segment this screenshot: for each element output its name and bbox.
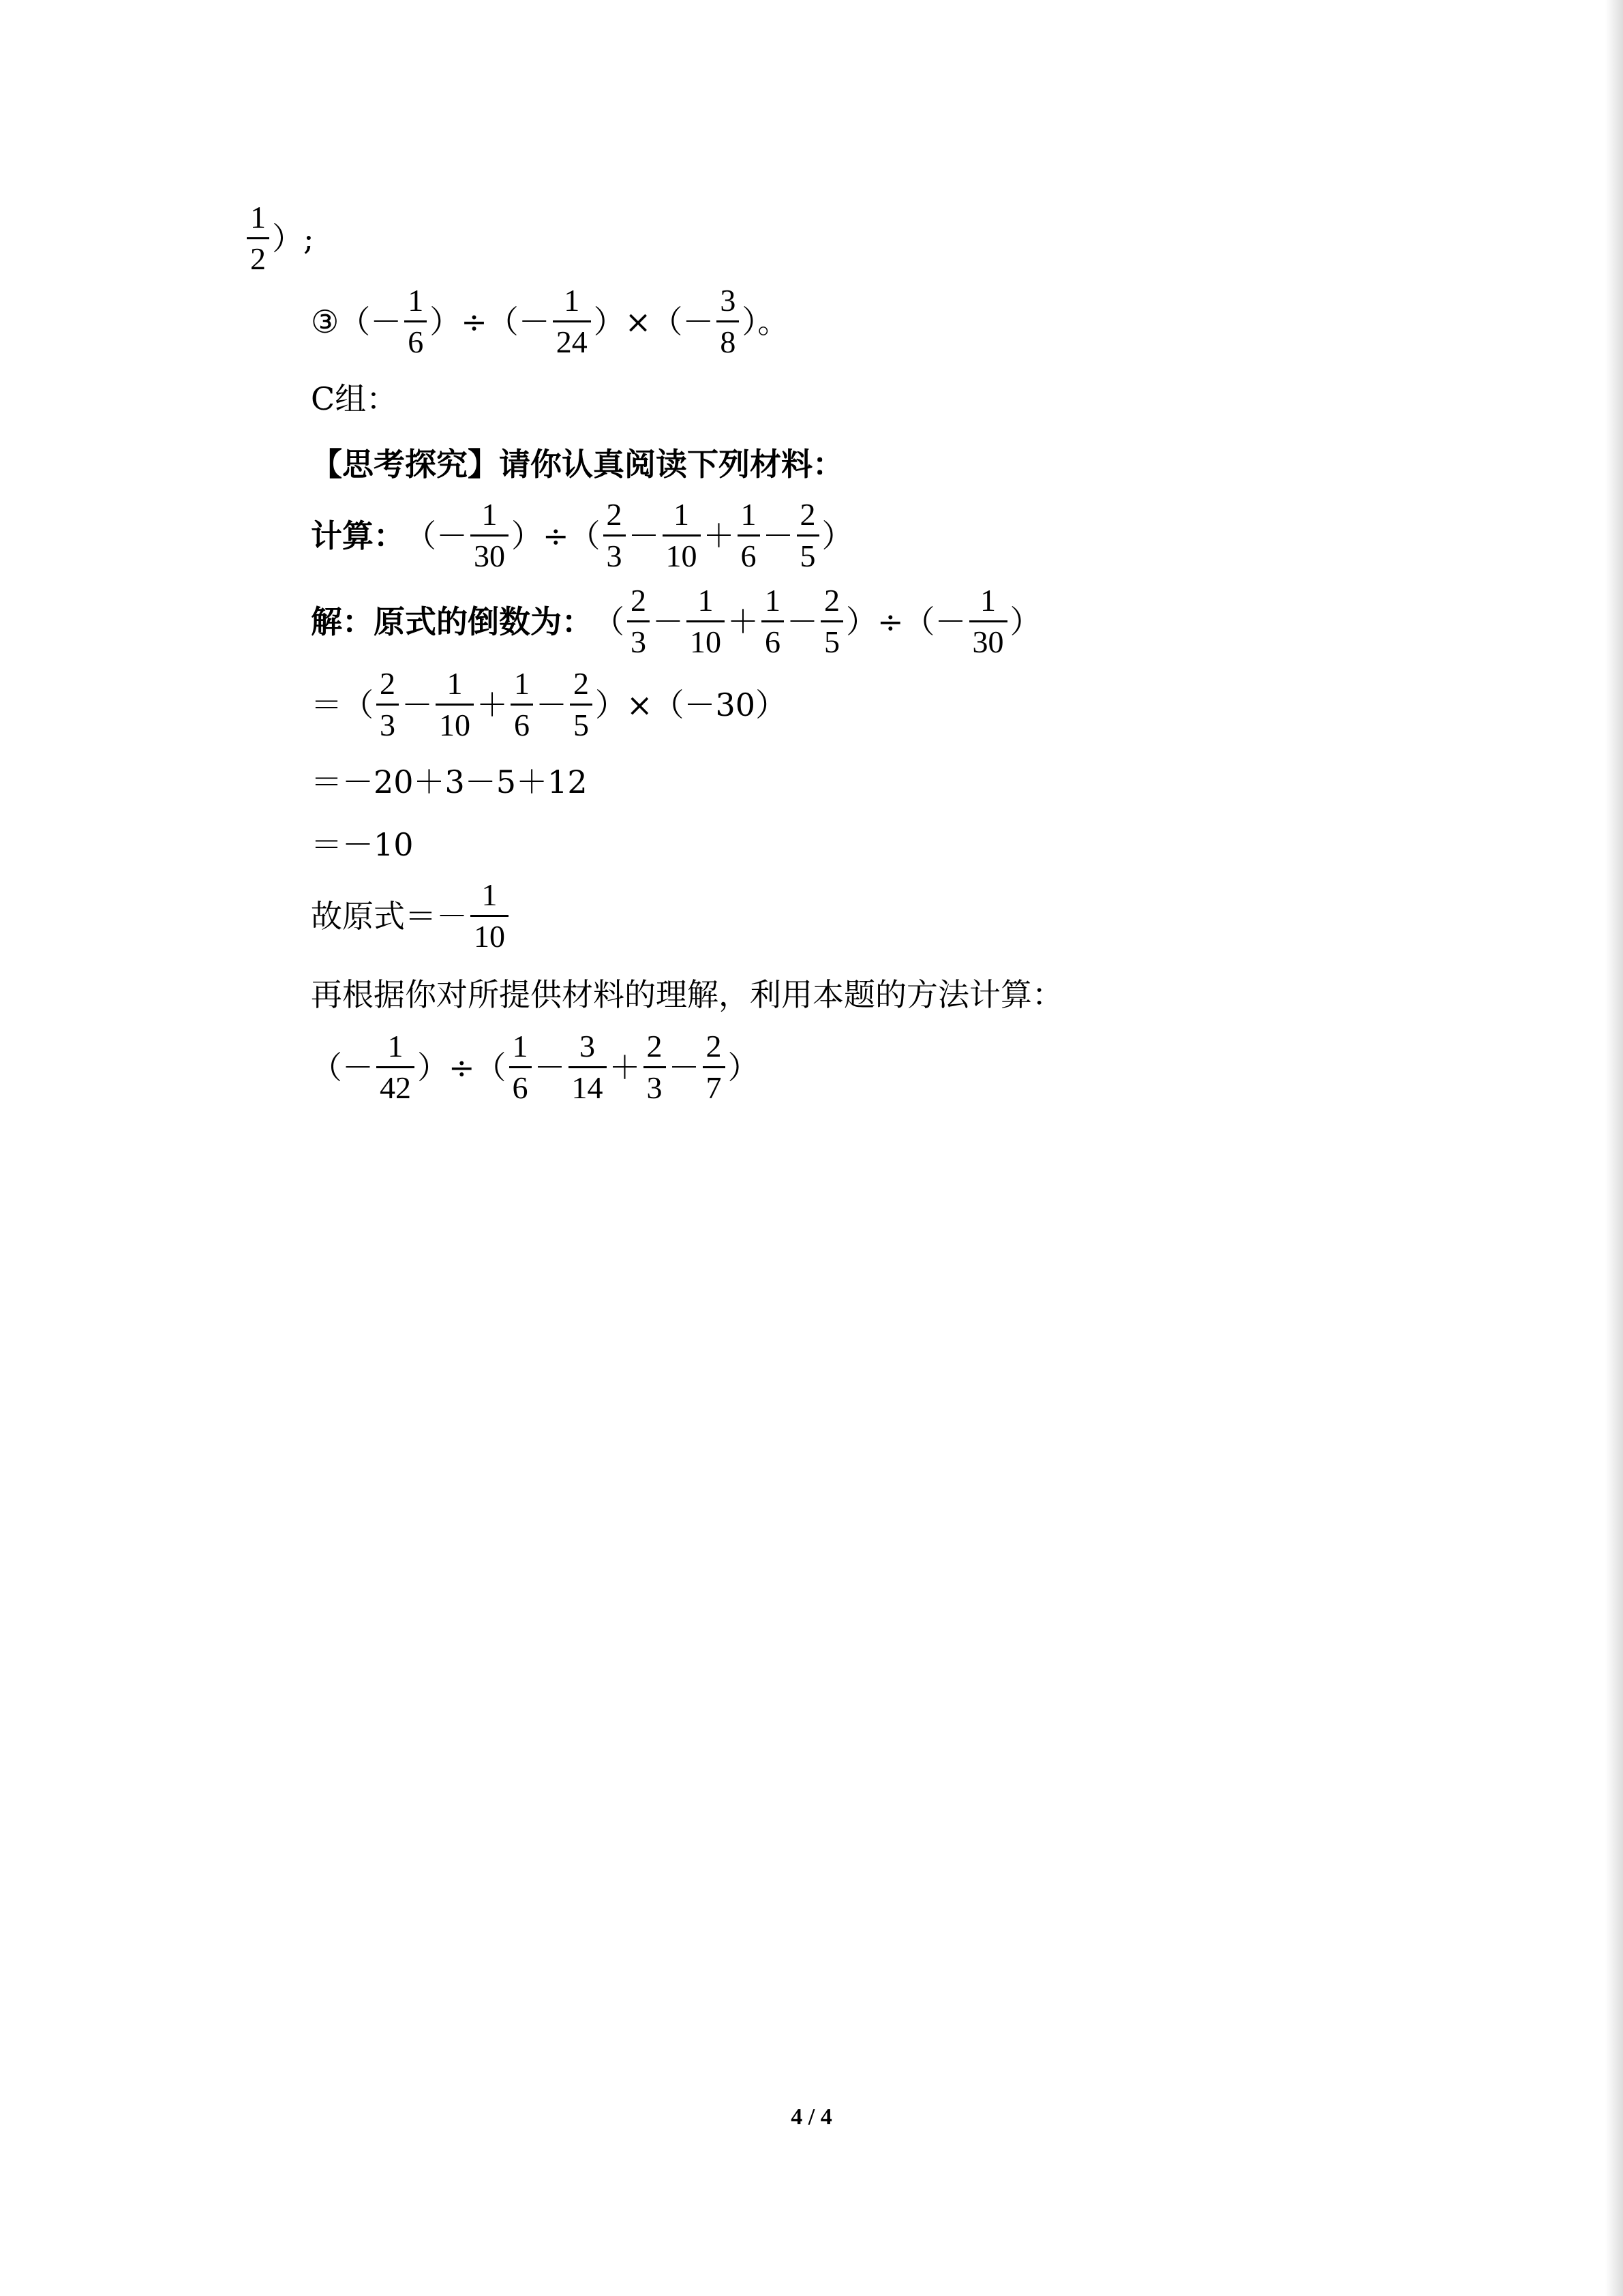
fraction: $\frac{1}{6}$: [738, 499, 760, 572]
fraction: $\frac{1}{24}$: [553, 285, 591, 358]
fraction: $\frac{1}{6}$: [511, 668, 533, 741]
fraction: $\frac{2}{5}$: [821, 585, 843, 658]
fraction: $\frac{2}{5}$: [570, 668, 592, 741]
solution-line: 解：原式的倒数为： （ $\frac{2}{3}$ － $\frac{1}{10}$ ＋ $\frac{1}{6}$ － $\frac{2}{5}$ ）÷（－ $\frac{1}{30}$ ）: [311, 583, 1042, 659]
fraction: $\frac{1}{6}$: [509, 1031, 532, 1104]
fraction: $\frac{2}{3}$: [603, 499, 626, 572]
fraction: $\frac{3}{14}$: [568, 1031, 607, 1104]
page-number: 4 / 4: [791, 2104, 832, 2130]
instruction-line: 再根据你对所提供材料的理解，利用本题的方法计算：: [311, 976, 1063, 1013]
fraction: $\frac{1}{42}$: [376, 1031, 414, 1104]
fraction: $\frac{1}{2}$: [247, 202, 269, 275]
fraction: $\frac{1}{10}$: [686, 585, 725, 658]
fraction: $\frac{1}{30}$: [470, 499, 509, 572]
solution-step-3: ＝－10: [311, 826, 414, 863]
solution-step-2: ＝－20＋3－5＋12: [311, 764, 588, 800]
fraction: $\frac{1}{10}$: [436, 668, 474, 741]
continued-expression-line: $\frac{1}{2}$ ）;: [244, 202, 314, 275]
conclusion-line: 故原式＝－ $\frac{1}{10}$: [311, 879, 511, 952]
fraction: $\frac{2}{3}$: [643, 1031, 666, 1104]
fraction: $\frac{1}{6}$: [761, 585, 784, 658]
fraction: $\frac{2}{3}$: [627, 585, 650, 658]
fraction: $\frac{3}{8}$: [716, 285, 739, 358]
fraction: $\frac{2}{5}$: [797, 499, 819, 572]
fraction: $\frac{1}{10}$: [470, 879, 509, 952]
fraction: $\frac{2}{3}$: [376, 668, 399, 741]
fraction: $\frac{1}{10}$: [663, 499, 701, 572]
fraction: $\frac{1}{6}$: [404, 285, 427, 358]
group-label: C组：: [311, 380, 398, 417]
fraction: $\frac{2}{7}$: [703, 1031, 725, 1104]
calculation-line: 计算： （－ $\frac{1}{30}$ ）÷（ $\frac{2}{3}$ － $\frac{1}{10}$ ＋ $\frac{1}{6}$ － $\frac{2}{5}$ ）: [311, 497, 853, 573]
thinking-section-heading: 【思考探究】 请你认真阅读下列材料：: [311, 446, 844, 483]
solution-step-1: ＝（ $\frac{2}{3}$ － $\frac{1}{10}$ ＋ $\frac{1}{6}$ － $\frac{2}{5}$ ）×（－30）: [311, 666, 787, 742]
page-edge-shadow: [1605, 0, 1623, 2296]
exercise-3-line: ③ （－ $\frac{1}{6}$ ）÷（－ $\frac{1}{24}$ ）×（－ $\frac{3}{8}$ ）。: [311, 283, 789, 359]
final-expression-line: （－ $\frac{1}{42}$ ）÷（ $\frac{1}{6}$ － $\frac{3}{14}$ ＋ $\frac{2}{3}$ － $\frac{2}{7}$ ）: [311, 1029, 759, 1105]
fraction: $\frac{1}{30}$: [969, 585, 1007, 658]
